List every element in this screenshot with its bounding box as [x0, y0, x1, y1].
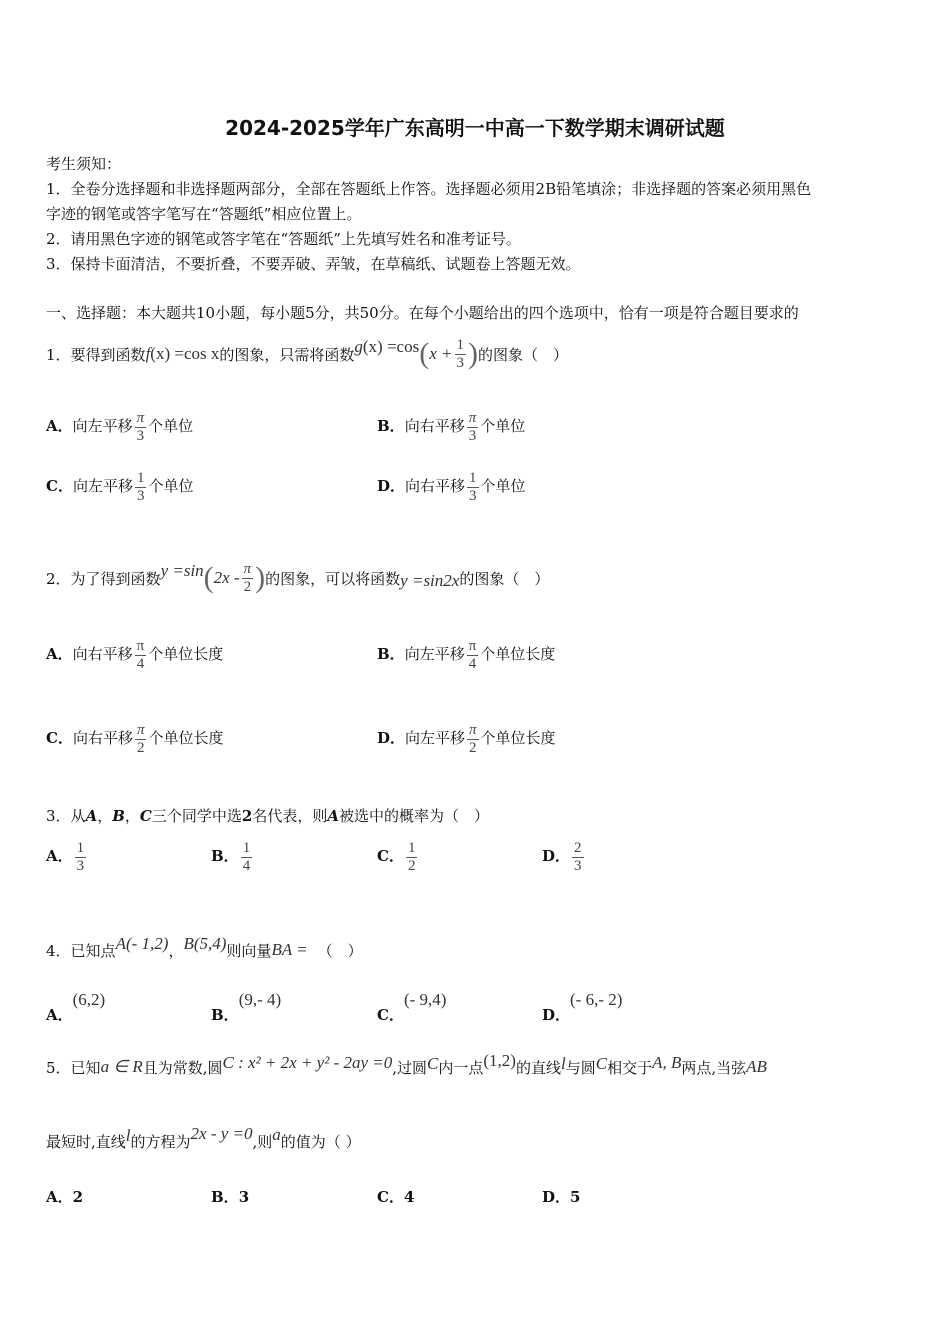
q4-option-a[interactable]: A． (6,2) [46, 990, 106, 1024]
question-3: 3．从A，B，C三个同学中选2名代表，则A被选中的概率为（ ） [46, 807, 489, 825]
fraction: $\frac{\pi}{2}$ [243, 561, 252, 595]
notice-heading: 考生须知： [46, 155, 122, 173]
paren-left: ( [203, 561, 214, 594]
paren-right: ) [468, 337, 478, 370]
q2-option-d[interactable]: D．向左平移 $\frac{\pi}{2}$ 个单位长度 [377, 722, 556, 756]
paren-right: ) [255, 561, 266, 594]
question-5-line-2: 最短时,直线 l 的方程为 2x - y =0 ,则 a 的值为（ ） [46, 1124, 361, 1151]
q1-option-a[interactable]: A．向左平移 $\frac{\pi}{3}$ 个单位 [46, 410, 194, 444]
question-text: 为了得到函数 [70, 569, 161, 588]
q5-option-d[interactable]: D．5 [542, 1188, 581, 1206]
q4-option-b[interactable]: B． (9,- 4) [211, 990, 282, 1024]
q3-option-b[interactable]: B． $\frac{1}{4}$ [211, 840, 251, 874]
q3-option-a[interactable]: A． $\frac{1}{3}$ [46, 840, 85, 874]
q5-option-a[interactable]: A．2 [46, 1188, 84, 1206]
question-text: 的图象，可以将函数 [265, 569, 401, 588]
question-number: 2． [46, 569, 71, 588]
q3-option-c[interactable]: C． $\frac{1}{2}$ [377, 840, 416, 874]
math-y1: y =sin [160, 561, 204, 580]
q4-option-c[interactable]: C． (- 9,4) [377, 990, 447, 1024]
q2-option-a[interactable]: A．向右平移 $\frac{\pi}{4}$ 个单位长度 [46, 638, 224, 672]
math-arg: 2x - [213, 568, 240, 587]
notice-item-3: 3．保持卡面清洁，不要折叠，不要弄破、弄皱，在草稿纸、试题卷上答题无效。 [46, 255, 581, 273]
q2-option-c[interactable]: C．向右平移 $\frac{\pi}{2}$ 个单位长度 [46, 722, 224, 756]
section-heading: 一、选择题：本大题共10小题，每小题5分，共50分。在每个小题给出的四个选项中，恰有一项是符合题目要求的 [46, 304, 799, 322]
question-text: 的图象（ ） [459, 569, 550, 588]
q4-option-d[interactable]: D． (- 6,- 2) [542, 990, 623, 1024]
question-text: 要得到函数 [70, 345, 146, 364]
q2-option-b[interactable]: B．向左平移 $\frac{\pi}{4}$ 个单位长度 [377, 638, 556, 672]
paren-left: ( [419, 337, 430, 370]
notice-item-1: 1．全卷分选择题和非选择题两部分，全部在答题纸上作答。选择题必须用2B铅笔填涂；非选择题的答案必须用黑色 [46, 180, 812, 198]
question-5-line-1: 5． 已知 a ∈ R 且为常数,圆 C : x² + 2x + y² - 2ay =0 ,过圆 C 内一点 (1,2) 的直线 l 与圆 C 相交于 A, B 两点,当弦 AB [46, 1051, 767, 1077]
math-g: g [354, 337, 363, 356]
q5-option-c[interactable]: C．4 [377, 1188, 415, 1206]
question-4: 4． 已知点 A(- 1,2) ， B(5,4) 则向量 BA = （ ） [46, 934, 363, 960]
math-fx: (x) =cos x [150, 344, 220, 363]
q3-option-d[interactable]: D． $\frac{2}{3}$ [542, 840, 582, 874]
fraction: $\frac{1}{3}$ [456, 337, 464, 371]
q1-option-d[interactable]: D．向右平移 $\frac{1}{3}$ 个单位 [377, 470, 526, 504]
question-text: 的图象，只需将函数 [219, 345, 355, 364]
question-2 [46, 556, 549, 600]
q1-option-c[interactable]: C．向左平移 $\frac{1}{3}$ 个单位 [46, 470, 194, 504]
q5-option-b[interactable]: B．3 [211, 1188, 250, 1206]
q1-option-b[interactable]: B．向右平移 $\frac{\pi}{3}$ 个单位 [377, 410, 526, 444]
question-number: 1． [46, 345, 71, 364]
question-1 [46, 334, 568, 374]
math-gx: (x) =cos [362, 337, 420, 356]
math-f: f [145, 344, 151, 363]
notice-item-2: 2．请用黑色字迹的钢笔或答字笔在“答题纸”上先填写姓名和准考证号。 [46, 230, 521, 248]
page-title: 2024-2025学年广东高明一中高一下数学期末调研试题 [225, 116, 725, 140]
math-arg: x + [429, 344, 453, 363]
math-y2: y =sin2x [400, 571, 460, 590]
notice-item-1-cont: 字迹的钢笔或答字笔写在“答题纸”相应位置上。 [46, 205, 362, 223]
question-text: 的图象（ ） [478, 345, 569, 364]
